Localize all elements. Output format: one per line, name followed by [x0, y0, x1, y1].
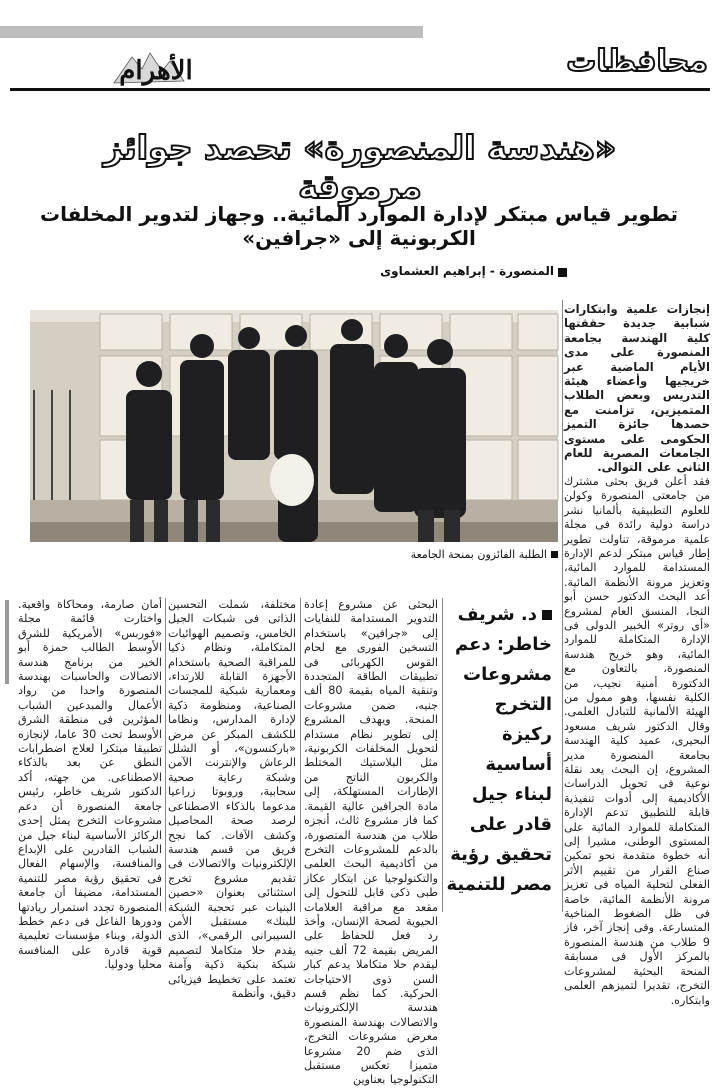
article-lead: إنجازات علمية وابتكارات شبابية جديدة حققتها كلية الهندسة بجامعة المنصورة على مدى الأيام الماضية عبر خريجيها وأعضاء هيئة التدريس وبعض الطلاب المتميزين، تزامنت مع حصدها جائزة التميز الحكومى على مستوى الجامعات المصرية للعام الثانى على التوالى. — [564, 302, 710, 475]
article-byline: المنصورة - إبراهيم العشماوى — [380, 264, 554, 278]
photo-caption: الطلبة الفائزون بمنحة الجامعة — [410, 548, 547, 561]
margin-marker — [5, 600, 9, 684]
logo-wordmark: الأهرام — [119, 56, 193, 86]
article-column-left: أمان صارمة، ومحاكاة واقعية. واختارت قائمة مجلة «فوربس» الأمريكية للشرق الأوسط الطالب حمزة أبو الخير من برنامج هندسة الاتصالات والحاسبات بهندسة المنصورة واحدا من رواد الأعمال والمبدعين الشباب المؤثرين فى منطقة الشرق الأوسط تحت 30 عاما، لإنجازه تطبيقا مبتكرا لعلاج اضطرابات النطق عن بعد بالذكاء الاصطناعى. من جهته، أكد الدكتور شريف خاطر، رئيس جامعة المنصورة أن دعم مشروعات التخرج يمثل إحدى الركائز الأساسية لبناء جيل من الشباب القادرين على الإبداع والمنافسة، والإسهام الفعال فى تحقيق رؤية مصر للتنمية المستدامة، مضيفا أن جامعة المنصورة تجدد استمرار ريادتها ودورها الفاعل فى دعم خطط الدولة، وبناء مؤسسات تعليمية قوية قادرة على المنافسة محليا ودوليا. — [18, 598, 162, 972]
pullquote-text: د. شريف خاطر: دعم مشروعات التخرج ركيزة أساسية لبناء جيل قادر على تحقيق رؤية مصر للتنمية — [446, 604, 552, 895]
article-column-middle: مختلفة، شملت التحسين الذاتى فى شبكات الجيل الخامس، وتصميم الهوائيات المتكاملة، ونظام ذكيا للمراقبة الصحية باستخدام الأجهزة القابلة للارتداء، ومعمارية شبكية للمجسات الصناعية، ومنظومة ذكية لإدارة المدارس، ونظاما للكشف المبكر عن مرض «باركنسون»، أو الشلل الرعاش والإنترنت الآمن وشبكة رعاية صحية سحابية، وروبوتا زراعيا مدعوما بالذكاء الاصطناعى لرصد صحة المحاصيل وكشف الآفات. كما نجح فريق من قسم هندسة الإلكترونيات والاتصالات فى تقديم مشروع تخرج استثنائى بعنوان «حصين البنيات عبر تحجبة الشبكة للبنك» مستقبل الأمن السيبرانى الرقمى»، الذى يقدم حلا متكاملا لتصميم شبكة بنكية ذكية وآمنة تعتمد على تخطيط فيزيائى دقيق، وأنظمة — [168, 598, 296, 1000]
column-rule — [165, 598, 166, 912]
article-body-right: فقد أعلن فريق بحثى مشترك من جامعتى المنصورة وكولن للعلوم التطبيقية بألمانيا نشر دراسة دولية رائدة فى مجلة علمية مرموقة، تناولت تطوير إطار قياس مبتكر لدعم الإدارة المستدامة للموارد المائية، وتعزيز مرونة الأنظمة المائية. أعد البحث الدكتور حسن أبو النجا، المنسق العام لمشروع «أى روتر» الخبير الدولى فى الإدارة المتكاملة للموارد المائية، وهو خريج هندسة المنصورة، بالتعاون مع الدكتورة أمنية نجيب، من الكلية نفسها، وهو ممول من الهيئة الألمانية للتبادل العلمى. وقال الدكتور شريف مسعود البحيرى، عميد كلية الهندسة بجامعة المنصورة مدير المشروع، إن البحث يعد نقلة نوعية فى تحويل الدراسات الأكاديمية إلى أدوات تنفيذية قابلة للتطبيق تدعم الإدارة المتكاملة للموارد المائية على المستوى الوطنى، مشيرا إلى أنه خطوة متقدمة نحو تمكين صناع القرار من تقييم الأثر الفعلى لتحلية المياه فى تعزيز مرونة الأنظمة المائية، خاصة فى ظل الضغوط المناخية المتسارعة. وفى إنجاز آخر، فاز 9 طلاب من هندسة المنصورة بالمركز الأول فى مسابقة المنحة البحثية لمشروعات التخرج، تقديرا لتميزهم العلمى وابتكاره. — [564, 474, 710, 1007]
newspaper-logo — [110, 47, 202, 87]
photo-caption-row — [30, 548, 558, 561]
header-grey-strip — [0, 26, 423, 38]
article-column-side: البحثى عن مشروع إعادة التدوير المستدامة للنفايات إلى «جرافين» باستخدام التسخين الفورى مع لحام القوس الكهربائى فى تطبيقات الطاقة المتجددة وتنقية المياه بقيمة 80 ألف جنيه، ضمن مشروعات المنحة. ويهدف المشروع إلى تطوير نظام مستدام لتحويل المخلفات الكربونية، مثل البلاستيك المختلط والكربون الناتج من الإطارات المستهلكة، إلى مادة الجرافين عالية القيمة. كما فاز مشروع ثالث، أنجزه طلاب من هندسة المنصورة، بالدعم للمشروعات التخرج من أكاديمية البحث العلمى والتكنولوجيا عن ابتكار عكاز طبى ذكى قابل للتحول إلى مقعد مع مراقبة العلامات الحيوية لصحة الإنسان، وأخذ رد فعل للحفاظ على المريض بقيمة 72 ألف جنيه ليقدم حلا متكاملا يدعم كبار السن ذوى الاحتياجات الحركية. كما نظم قسم هندسة الإلكترونيات والاتصالات بهندسة المنصورة معرض مشروعات التخرج، الذى ضم 20 مشروعا متميزا تعكس مستقبل التكنولوجيا بعناوين — [304, 598, 438, 1087]
column-rule — [300, 598, 301, 912]
article-subheadline: تطوير قياس مبتكر لإدارة الموارد المائية.. وجهاز لتدوير المخلفات الكربونية إلى «جرافين» — [40, 202, 678, 250]
section-divider — [10, 88, 710, 91]
article-column-right — [564, 302, 710, 1007]
article-photo — [30, 310, 558, 542]
caption-square-icon — [551, 551, 558, 558]
pullquote — [442, 600, 552, 900]
section-title: محافظات — [566, 44, 708, 79]
pullquote-square-icon — [542, 610, 552, 620]
page-top-band — [0, 0, 720, 40]
article-headline: «هندسة المنصورة» تحصد جوائز مرموقة — [103, 128, 617, 206]
column-rule — [562, 300, 563, 912]
byline-square-icon — [558, 268, 567, 277]
photo-illustration — [30, 310, 558, 542]
